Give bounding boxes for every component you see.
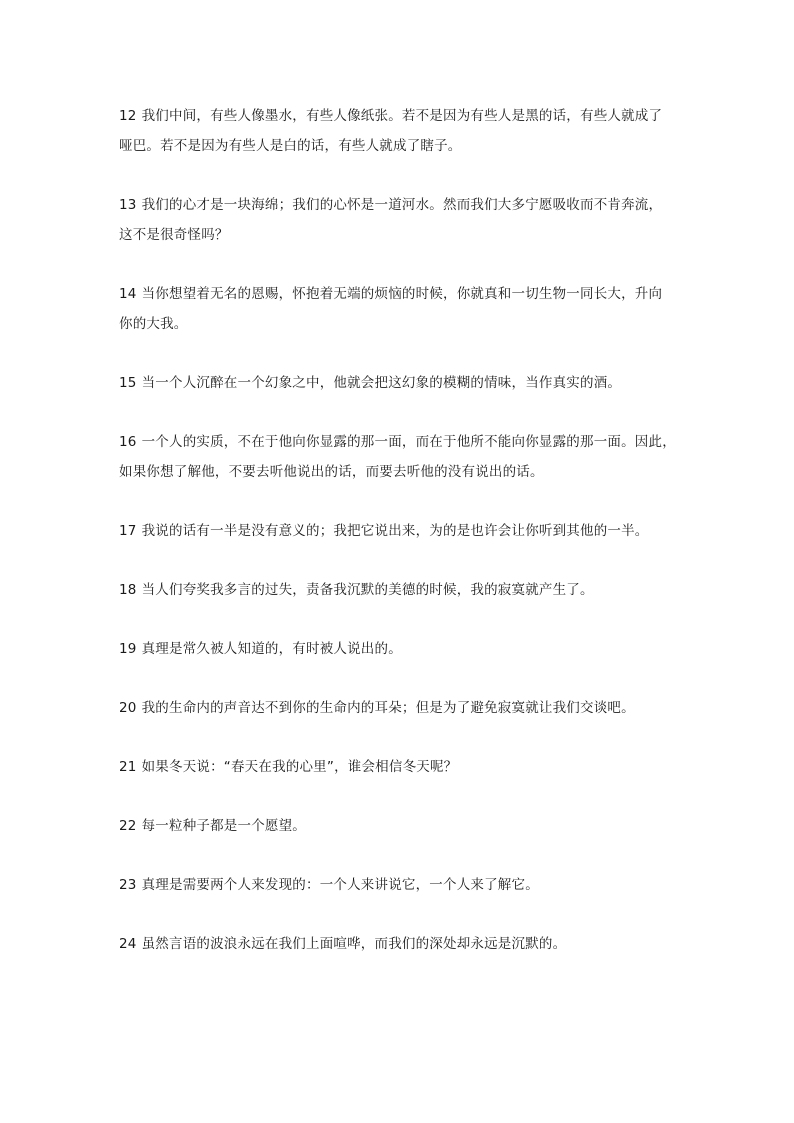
- document-body: [119, 101, 679, 988]
- paragraph-text: 我们中间，有些人像墨水，有些人像纸张。若不是因为有些人是黑的话，有些人就成了 哑巴。若不是因为有些人是白的话，有些人就成了瞎子。: [119, 108, 663, 154]
- paragraph-text: 当你想望着无名的恩赐，怀抱着无端的烦恼的时候，你就真和一切生物一同长大，升向 你的大我。: [119, 286, 663, 332]
- paragraph-24: [119, 929, 679, 959]
- paragraph-number: 15: [119, 375, 137, 391]
- paragraph-text: 当人们夸奖我多言的过失，责备我沉默的美德的时候，我的寂寞就产生了。: [141, 582, 594, 598]
- paragraph-17: [119, 516, 679, 546]
- paragraph-number: 22: [119, 818, 137, 834]
- paragraph-text: 我们的心才是一块海绵；我们的心怀是一道河水。然而我们大多宁愿吸收而不肯奔流， 这不是很奇怪吗？: [119, 197, 663, 243]
- paragraph-19: [119, 634, 679, 664]
- paragraph-13: [119, 190, 679, 250]
- paragraph-number: 13: [119, 197, 137, 213]
- paragraph-21: [119, 752, 679, 782]
- paragraph-text: 真理是需要两个人来发现的：一个人来讲说它，一个人来了解它。: [141, 877, 539, 893]
- paragraph-text: 虽然言语的波浪永远在我们上面喧哗，而我们的深处却永远是沉默的。: [141, 936, 567, 952]
- paragraph-number: 21: [119, 759, 137, 775]
- paragraph-number: 12: [119, 108, 137, 124]
- paragraph-text: 我说的话有一半是没有意义的；我把它说出来，为的是也许会让你听到其他的一半。: [141, 523, 649, 539]
- paragraph-number: 24: [119, 936, 137, 952]
- paragraph-text: 真理是常久被人知道的，有时被人说出的。: [141, 641, 402, 657]
- paragraph-text: 一个人的实质，不在于他向你显露的那一面，而在于他所不能向你显露的那一面。因此， 如果你想了解他，不要去听他说出的话，而要去听他的没有说出的话。: [119, 434, 676, 480]
- paragraph-text: 我的生命内的声音达不到你的生命内的耳朵；但是为了避免寂寞就让我们交谈吧。: [141, 700, 635, 716]
- paragraph-20: [119, 693, 679, 723]
- paragraph-12: [119, 101, 679, 161]
- paragraph-text: 每一粒种子都是一个愿望。: [141, 818, 306, 834]
- paragraph-23: [119, 870, 679, 900]
- paragraph-text: 如果冬天说：“春天在我的心里”，谁会相信冬天呢？: [141, 759, 458, 775]
- paragraph-22: [119, 811, 679, 841]
- paragraph-number: 23: [119, 877, 137, 893]
- paragraph-number: 16: [119, 434, 137, 450]
- paragraph-number: 20: [119, 700, 137, 716]
- paragraph-number: 17: [119, 523, 137, 539]
- paragraph-14: [119, 279, 679, 339]
- paragraph-number: 19: [119, 641, 137, 657]
- paragraph-number: 14: [119, 286, 137, 302]
- paragraph-16: [119, 427, 679, 487]
- paragraph-18: [119, 575, 679, 605]
- paragraph-15: [119, 368, 679, 398]
- paragraph-number: 18: [119, 582, 137, 598]
- paragraph-text: 当一个人沉醉在一个幻象之中，他就会把这幻象的模糊的情味，当作真实的酒。: [141, 375, 622, 391]
